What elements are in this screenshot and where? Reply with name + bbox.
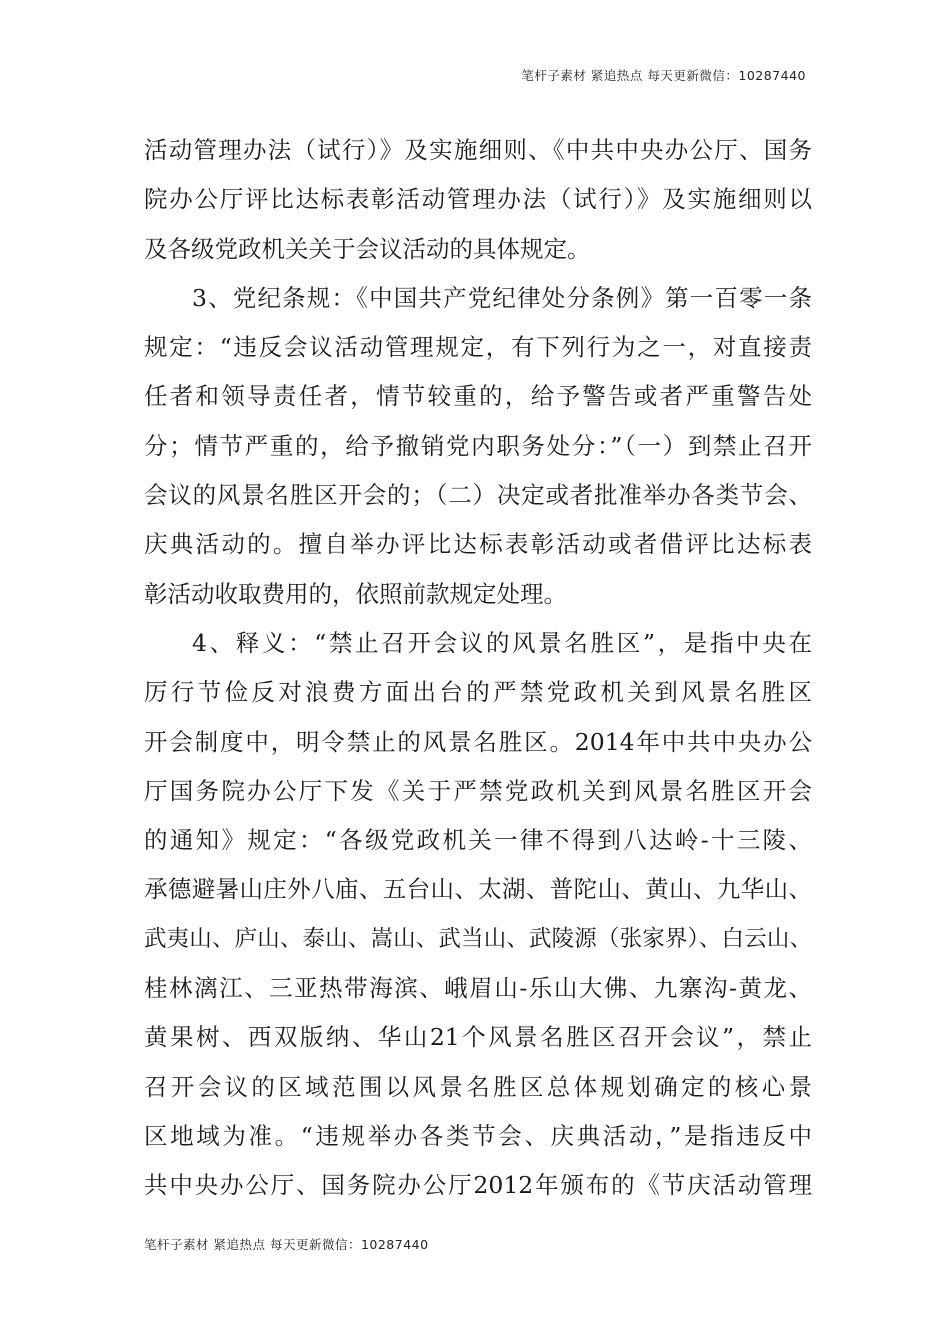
text-line: 开会制度中，明令禁止的风景名胜区。2014年中共中央办公 (144, 727, 812, 756)
text-line: 分；情节严重的，给予撤销党内职务处分：”（一）到禁止召开 (144, 431, 812, 460)
text-line: 黄果树、西双版纳、华山21个风景名胜区召开会议”，禁止 (144, 1023, 812, 1052)
text-line: 召开会议的区域范围以风景名胜区总体规划确定的核心景 (144, 1072, 812, 1101)
text-line: 庆典活动的。擅自举办评比达标表彰活动或者借评比达标表 (144, 530, 812, 559)
header-watermark-note: 笔杆子素材 紧追热点 每天更新微信：10287440 (521, 68, 806, 83)
document-body (144, 126, 812, 1211)
paragraph-start-line: 4、释义：“禁止召开会议的风景名胜区”，是指中央在 (192, 628, 812, 657)
text-line: 会议的风景名胜区开会的；（二）决定或者批准举办各类节会、 (144, 481, 812, 510)
text-line: 厉行节俭反对浪费方面出台的严禁党政机关到风景名胜区 (144, 678, 812, 707)
text-line: 任者和领导责任者，情节较重的，给予警告或者严重警告处 (144, 382, 812, 411)
text-line: 区地域为准。“违规举办各类节会、庆典活动，”是指违反中 (144, 1121, 812, 1150)
text-line: 共中央办公厅、国务院办公厅2012年颁布的《节庆活动管理 (144, 1171, 812, 1200)
text-line: 规定：“违反会议活动管理规定，有下列行为之一，对直接责 (144, 333, 812, 362)
text-line: 武夷山、庐山、泰山、嵩山、武当山、武陵源（张家界）、白云山、 (144, 925, 812, 952)
text-line: 活动管理办法（试行）》及实施细则、《中共中央办公厅、国务 (144, 136, 812, 164)
text-line: 彰活动收取费用的，依照前款规定处理。 (144, 579, 567, 608)
text-line: 厅国务院办公厅下发《关于严禁党政机关到风景名胜区开会 (144, 776, 812, 805)
text-line: 及各级党政机关关于会议活动的具体规定。 (144, 234, 591, 263)
text-line: 院办公厅评比达标表彰活动管理办法（试行）》及实施细则以 (144, 185, 812, 214)
footer-watermark-note: 笔杆子素材 紧追热点 每天更新微信：10287440 (144, 1237, 429, 1252)
text-line: 桂林漓江、三亚热带海滨、峨眉山-乐山大佛、九寨沟-黄龙、 (144, 974, 812, 1003)
paragraph-start-line: 3、党纪条规：《中国共产党纪律处分条例》第一百零一条 (192, 283, 812, 312)
text-line: 的通知》规定：“各级党政机关一律不得到八达岭-十三陵、 (144, 826, 812, 855)
text-line: 承德避暑山庄外八庙、五台山、太湖、普陀山、黄山、九华山、 (144, 875, 812, 904)
